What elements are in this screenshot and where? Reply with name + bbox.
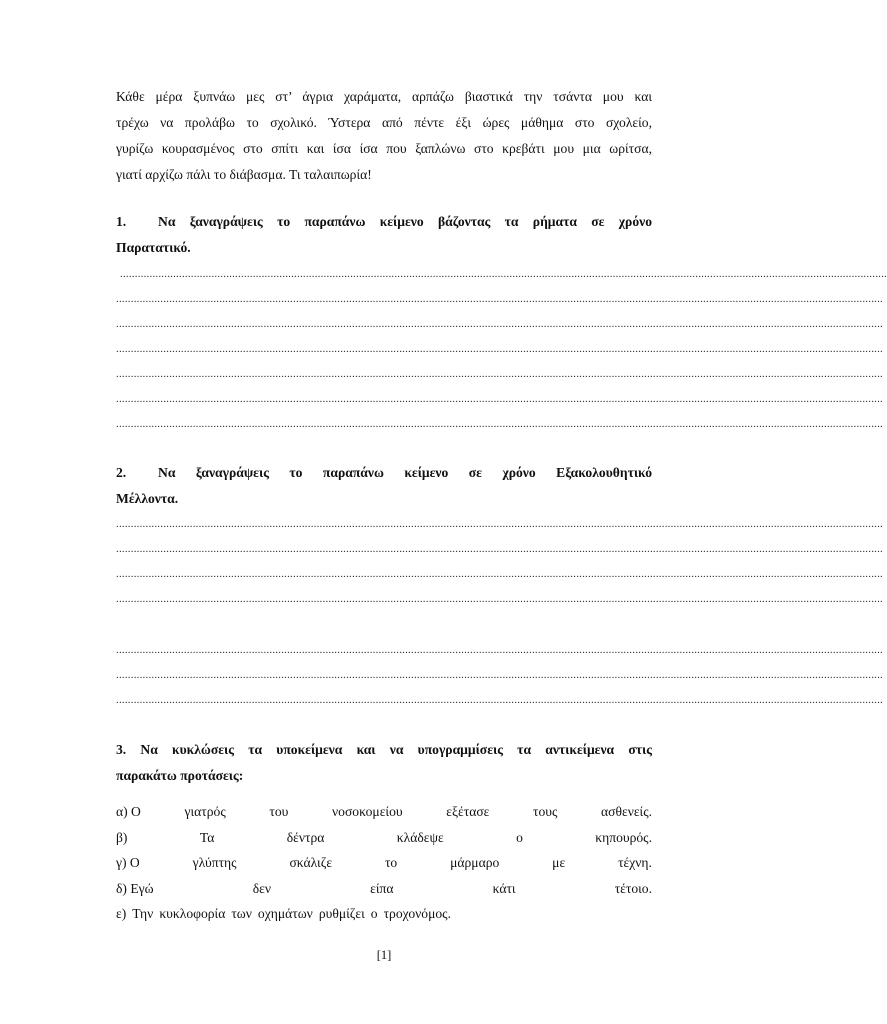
question-3-text-line-2: παρακάτω προτάσεις: xyxy=(116,768,244,783)
sentence-word: κηπουρός. xyxy=(595,830,652,845)
sentence-word: γ) Ο xyxy=(116,855,140,870)
answer-line[interactable]: .................................................................................................................................................................................................................................................................... xyxy=(116,518,883,530)
answer-line[interactable]: .................................................................................................................................................................................................................................................................... xyxy=(116,343,883,355)
sentence-e xyxy=(116,905,652,923)
answer-line[interactable]: .................................................................................................................................................................................................................................................................... xyxy=(116,694,883,706)
sentence-word: ο xyxy=(370,906,378,921)
sentence-word: δ) Εγώ xyxy=(116,881,154,896)
question-1-text-line-1: Να ξαναγράψεις το παραπάνω κείμενο βάζοντας τα ρήματα σε χρόνο xyxy=(158,214,652,229)
sentence-word: γλύπτης xyxy=(192,855,237,870)
sentence-c xyxy=(116,854,652,872)
sentence-word: α) Ο xyxy=(116,804,141,819)
sentence-word: σκάλιζε xyxy=(289,855,333,870)
question-2-number: 2. xyxy=(116,465,127,480)
sentence-word: νοσοκομείου xyxy=(332,804,403,819)
sentence-word: Τα xyxy=(199,830,215,845)
sentence-word: ασθενείς. xyxy=(601,804,652,819)
sentence-word: Την xyxy=(132,906,154,921)
intro-line-4: γιατί αρχίζω πάλι το διάβασμα. Τι ταλαιπωρία! xyxy=(116,167,372,182)
intro-line-1: Κάθε μέρα ξυπνάω μες στ’ άγρια χαράματα, αρπάζω βιαστικά την τσάντα μου και xyxy=(116,89,652,104)
sentence-word: με xyxy=(552,855,566,870)
sentence-word: των xyxy=(231,906,252,921)
question-3-text-line-1: 3. Να κυκλώσεις τα υποκείμενα και να υπογραμμίσεις τα αντικείμενα στις xyxy=(116,742,652,757)
answer-line[interactable]: .................................................................................................................................................................................................................................................................... xyxy=(116,644,883,656)
sentence-word: του xyxy=(269,804,289,819)
page-number: [1] xyxy=(376,948,392,962)
question-1-text-line-2: Παρατατικό. xyxy=(116,240,191,255)
sentence-word: ρυθμίζει xyxy=(318,906,365,921)
sentence-word: κάτι xyxy=(492,881,516,896)
sentence-word: οχημάτων xyxy=(257,906,313,921)
sentence-word: τέχνη. xyxy=(618,855,652,870)
answer-line[interactable]: .................................................................................................................................................................................................................................................................... xyxy=(116,669,883,681)
answer-line[interactable]: .................................................................................................................................................................................................................................................................... xyxy=(120,268,887,280)
question-1-number: 1. xyxy=(116,214,127,229)
sentence-word: είπα xyxy=(370,881,394,896)
answer-line[interactable]: .................................................................................................................................................................................................................................................................... xyxy=(116,293,883,305)
sentence-word: ο xyxy=(516,830,523,845)
intro-line-3: γυρίζω κουρασμένος στο σπίτι και ίσα ίσα που ξαπλώνω στο κρεβάτι μου μια ωρίτσα, xyxy=(116,141,652,156)
sentence-word: δεν xyxy=(252,881,271,896)
sentence-word: ε) xyxy=(116,906,127,921)
question-2-text-line-2: Μέλλοντα. xyxy=(116,491,179,506)
question-2-text-line-1: Να ξαναγράψεις το παραπάνω κείμενο σε χρόνο Εξακολουθητικό xyxy=(158,465,652,480)
sentence-word: μάρμαρο xyxy=(450,855,500,870)
answer-line[interactable]: .................................................................................................................................................................................................................................................................... xyxy=(116,543,883,555)
sentence-word: το xyxy=(384,855,398,870)
sentence-word: κυκλοφορία xyxy=(159,906,226,921)
answer-line[interactable]: .................................................................................................................................................................................................................................................................... xyxy=(116,393,883,405)
sentence-word: τέτοιο. xyxy=(614,881,652,896)
sentence-word: τροχονόμος. xyxy=(383,906,451,921)
answer-line[interactable]: .................................................................................................................................................................................................................................................................... xyxy=(116,368,883,380)
intro-paragraph xyxy=(116,84,652,188)
question-2 xyxy=(116,460,652,512)
sentence-word: δέντρα xyxy=(286,830,325,845)
question-1 xyxy=(116,209,652,261)
answer-line[interactable]: .................................................................................................................................................................................................................................................................... xyxy=(116,418,883,430)
sentence-word: γιατρός xyxy=(184,804,226,819)
answer-line[interactable]: .................................................................................................................................................................................................................................................................... xyxy=(116,318,883,330)
answer-line[interactable]: .................................................................................................................................................................................................................................................................... xyxy=(116,593,883,605)
sentence-word: β) xyxy=(116,830,128,845)
answer-line[interactable]: .................................................................................................................................................................................................................................................................... xyxy=(116,568,883,580)
sentence-a xyxy=(116,803,652,821)
intro-line-2: τρέχω να προλάβω το σχολικό. Ύστερα από πέντε έξι ώρες μάθημα στο σχολείο, xyxy=(116,115,652,130)
sentence-b xyxy=(116,829,652,847)
question-3 xyxy=(116,737,652,789)
sentence-word: εξέτασε xyxy=(446,804,490,819)
sentence-word: κλάδεψε xyxy=(396,830,444,845)
sentence-d xyxy=(116,880,652,898)
sentence-word: τους xyxy=(533,804,558,819)
